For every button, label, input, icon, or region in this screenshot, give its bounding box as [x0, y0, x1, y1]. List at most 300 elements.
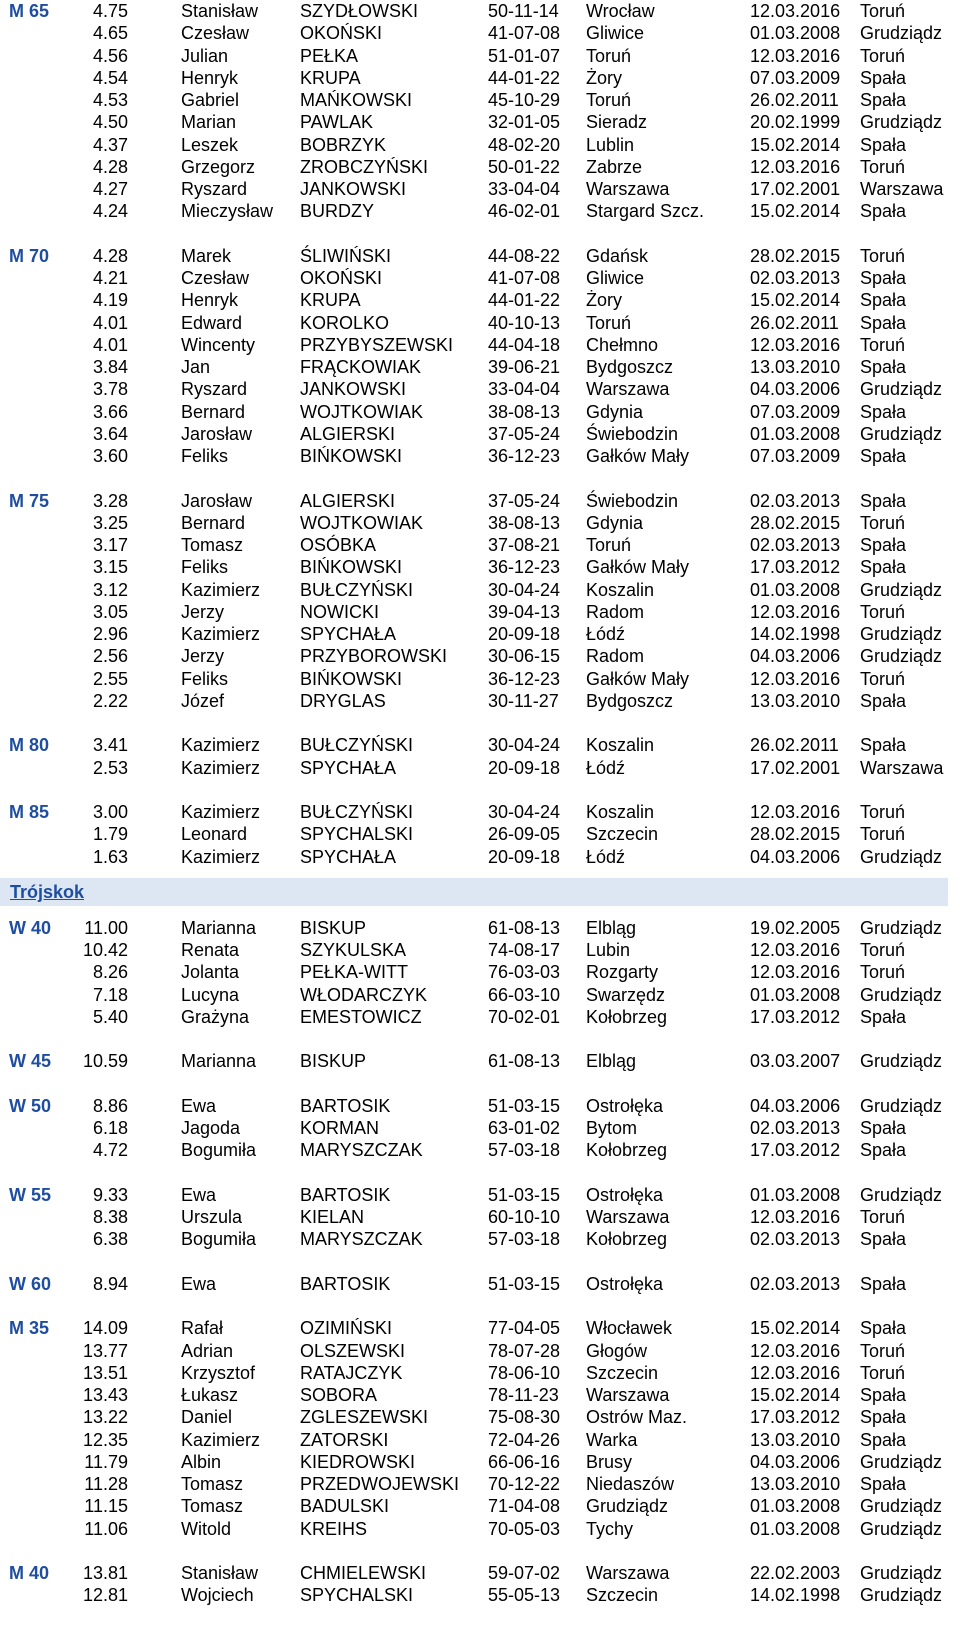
city: Kołobrzeg — [586, 1229, 668, 1250]
result: 4.37 — [92, 134, 128, 155]
last-name: PAWLAK — [300, 112, 374, 133]
last-name: OLSZEWSKI — [300, 1340, 406, 1361]
first-name: Julian — [181, 45, 229, 66]
city: Warszawa — [586, 179, 670, 199]
record-row — [0, 623, 960, 645]
category-label: M 40 — [9, 1563, 50, 1583]
first-name: Marek — [181, 245, 232, 266]
record-row — [0, 312, 960, 334]
group-spacer — [0, 1540, 960, 1562]
city: Gliwice — [586, 268, 645, 288]
first-name: Renata — [181, 940, 240, 960]
last-name: SPYCHALSKI — [300, 1585, 414, 1606]
result: 13.22 — [82, 1407, 128, 1428]
date: 14.02.1998 — [750, 624, 841, 644]
venue: Spała — [860, 201, 907, 222]
city: Koszalin — [586, 579, 655, 600]
record-row — [0, 1518, 960, 1540]
record-row — [0, 1095, 960, 1117]
result: 8.38 — [92, 1207, 128, 1227]
venue: Spała — [860, 312, 907, 333]
result: 11.06 — [84, 1518, 128, 1539]
result: 3.05 — [92, 601, 128, 622]
birth-date: 70-02-01 — [488, 1006, 561, 1027]
category-group — [0, 1273, 960, 1295]
birth-date: 70-05-03 — [488, 1518, 561, 1539]
first-name: Ryszard — [181, 379, 248, 400]
last-name: BARTOSIK — [300, 1095, 391, 1116]
venue: Toruń — [860, 156, 906, 177]
venue: Spała — [860, 1118, 907, 1138]
result: 10.42 — [82, 940, 128, 960]
result: 4.24 — [92, 201, 128, 222]
date: 17.03.2012 — [750, 1140, 841, 1161]
last-name: BUŁCZYŃSKI — [300, 579, 414, 600]
venue: Spała — [860, 490, 907, 511]
first-name: Witold — [181, 1518, 232, 1539]
city: Łódź — [586, 757, 626, 778]
date: 12.03.2016 — [750, 668, 841, 689]
result: 3.00 — [92, 802, 128, 822]
last-name: BIŃKOWSKI — [300, 557, 403, 578]
result: 3.15 — [92, 557, 128, 578]
city: Grudziądz — [586, 1496, 669, 1517]
last-name: PEŁKA — [300, 45, 359, 66]
city: Kołobrzeg — [586, 1006, 668, 1027]
record-row — [0, 1340, 960, 1362]
last-name: DRYGLAS — [300, 690, 386, 711]
record-row — [0, 490, 960, 512]
record-row — [0, 668, 960, 690]
record-row — [0, 1362, 960, 1384]
last-name: MARYSZCZAK — [300, 1229, 423, 1250]
last-name: BISKUP — [300, 1051, 367, 1072]
category-group — [0, 0, 960, 223]
category-label: W 60 — [9, 1273, 52, 1294]
birth-date: 39-06-21 — [488, 357, 561, 377]
city: Stargard Szcz. — [586, 201, 705, 222]
result: 4.28 — [92, 156, 128, 177]
date: 01.03.2008 — [750, 579, 841, 600]
record-row — [0, 178, 960, 200]
last-name: SPYCHAŁA — [300, 624, 397, 644]
city: Koszalin — [586, 735, 655, 756]
city: Bytom — [586, 1118, 638, 1138]
venue: Grudziądz — [860, 646, 943, 667]
venue: Spała — [860, 1429, 907, 1450]
birth-date: 30-04-24 — [488, 802, 561, 822]
last-name: KIEDROWSKI — [300, 1451, 416, 1472]
category-group — [0, 490, 960, 713]
first-name: Rafał — [181, 1318, 224, 1339]
birth-date: 70-12-22 — [488, 1474, 561, 1494]
record-row — [0, 579, 960, 601]
city: Radom — [586, 601, 645, 622]
last-name: BISKUP — [300, 917, 367, 938]
city: Rozgarty — [586, 962, 659, 983]
first-name: Kazimierz — [181, 624, 261, 644]
birth-date: 41-07-08 — [488, 268, 561, 288]
first-name: Tomasz — [181, 535, 244, 555]
birth-date: 30-04-24 — [488, 735, 561, 756]
venue: Toruń — [860, 245, 906, 266]
first-name: Łukasz — [181, 1385, 239, 1405]
venue: Grudziądz — [860, 1095, 943, 1116]
city: Świebodzin — [586, 490, 679, 511]
venue: Grudziądz — [860, 846, 943, 867]
birth-date: 77-04-05 — [488, 1318, 561, 1339]
result: 11.28 — [84, 1474, 128, 1494]
birth-date: 20-09-18 — [488, 624, 561, 644]
result: 3.17 — [92, 535, 128, 555]
city: Świebodzin — [586, 423, 679, 444]
date: 01.03.2008 — [750, 1184, 841, 1205]
city: Gałków Mały — [586, 668, 690, 689]
city: Radom — [586, 646, 645, 667]
result: 11.79 — [84, 1451, 128, 1472]
city: Ostrów Maz. — [586, 1407, 688, 1428]
record-row — [0, 245, 960, 267]
venue: Grudziądz — [860, 423, 943, 444]
venue: Spała — [860, 67, 907, 88]
record-row — [0, 1473, 960, 1495]
record-row — [0, 445, 960, 467]
result: 9.33 — [92, 1184, 128, 1205]
first-name: Bogumiła — [181, 1140, 257, 1161]
date: 12.03.2016 — [750, 1207, 841, 1227]
venue: Toruń — [860, 45, 906, 66]
birth-date: 75-08-30 — [488, 1407, 561, 1428]
birth-date: 30-11-27 — [488, 690, 559, 711]
result: 3.12 — [92, 579, 128, 600]
category-group — [0, 1050, 960, 1072]
venue: Toruń — [860, 1340, 906, 1361]
city: Bydgoszcz — [586, 690, 674, 711]
result: 10.59 — [82, 1051, 128, 1072]
record-row — [0, 512, 960, 534]
birth-date: 61-08-13 — [488, 917, 561, 938]
last-name: WOJTKOWIAK — [300, 401, 423, 422]
first-name: Kazimierz — [181, 1429, 261, 1450]
record-row — [0, 1495, 960, 1517]
record-row — [0, 1406, 960, 1428]
result: 3.66 — [92, 401, 128, 422]
record-row — [0, 334, 960, 356]
last-name: BARTOSIK — [300, 1184, 391, 1205]
result: 2.56 — [92, 646, 128, 667]
record-row — [0, 423, 960, 445]
date: 15.02.2014 — [750, 1318, 841, 1339]
date: 12.03.2016 — [750, 334, 841, 355]
birth-date: 38-08-13 — [488, 512, 561, 533]
last-name: NOWICKI — [300, 601, 379, 622]
venue: Spała — [860, 90, 907, 110]
last-name: OSÓBKA — [300, 535, 377, 555]
city: Warszawa — [586, 1207, 670, 1227]
birth-date: 30-04-24 — [488, 579, 561, 600]
category-label: M 70 — [9, 245, 50, 266]
record-row — [0, 289, 960, 311]
date: 01.03.2008 — [750, 423, 841, 444]
record-row — [0, 1117, 960, 1139]
records-part-2 — [0, 906, 960, 1607]
result: 4.56 — [92, 45, 128, 66]
last-name: KOROLKO — [300, 312, 390, 333]
record-row — [0, 1429, 960, 1451]
birth-date: 66-03-10 — [488, 984, 561, 1005]
category-group — [0, 1317, 960, 1540]
last-name: WŁODARCZYK — [300, 984, 428, 1005]
record-row — [0, 1273, 960, 1295]
result: 13.51 — [82, 1362, 128, 1383]
record-row — [0, 67, 960, 89]
first-name: Grażyna — [181, 1006, 250, 1027]
category-label: M 75 — [9, 490, 50, 511]
city: Lublin — [586, 134, 635, 155]
date: 04.03.2006 — [750, 646, 841, 667]
first-name: Tomasz — [181, 1474, 244, 1494]
birth-date: 71-04-08 — [488, 1496, 561, 1517]
date: 12.03.2016 — [750, 1362, 841, 1383]
record-row — [0, 823, 960, 845]
date: 13.03.2010 — [750, 1474, 841, 1494]
venue: Grudziądz — [860, 112, 943, 133]
birth-date: 59-07-02 — [488, 1563, 561, 1583]
venue: Spała — [860, 1140, 907, 1161]
date: 12.03.2016 — [750, 1340, 841, 1361]
city: Gdynia — [586, 401, 644, 422]
last-name: KIELAN — [300, 1207, 365, 1227]
result: 4.75 — [92, 1, 128, 21]
date: 17.02.2001 — [750, 757, 841, 778]
city: Wrocław — [586, 1, 655, 21]
first-name: Urszula — [181, 1207, 243, 1227]
record-row — [0, 1451, 960, 1473]
birth-date: 44-04-18 — [488, 334, 561, 355]
city: Włocławek — [586, 1318, 673, 1339]
category-group — [0, 1184, 960, 1251]
last-name: SOBORA — [300, 1385, 378, 1405]
last-name: BARTOSIK — [300, 1273, 391, 1294]
date: 07.03.2009 — [750, 446, 841, 466]
result: 6.18 — [92, 1118, 128, 1138]
record-row — [0, 111, 960, 133]
result: 4.65 — [92, 23, 128, 44]
last-name: MAŃKOWSKI — [300, 90, 413, 110]
venue: Toruń — [860, 1207, 906, 1227]
birth-date: 51-03-15 — [488, 1273, 561, 1294]
last-name: BUŁCZYŃSKI — [300, 735, 414, 756]
last-name: OZIMIŃSKI — [300, 1318, 393, 1339]
venue: Grudziądz — [860, 379, 943, 400]
venue: Grudziądz — [860, 1563, 943, 1583]
date: 12.03.2016 — [750, 962, 841, 983]
city: Gliwice — [586, 23, 645, 44]
city: Głogów — [586, 1340, 648, 1361]
birth-date: 76-03-03 — [488, 962, 561, 983]
birth-date: 51-01-07 — [488, 45, 561, 66]
venue: Warszawa — [860, 179, 944, 199]
result: 4.19 — [92, 290, 128, 311]
birth-date: 20-09-18 — [488, 757, 561, 778]
city: Lubin — [586, 940, 631, 960]
city: Żory — [586, 290, 622, 311]
city: Szczecin — [586, 1362, 659, 1383]
last-name: SPYCHAŁA — [300, 846, 397, 867]
birth-date: 50-11-14 — [488, 1, 559, 21]
city: Łódź — [586, 846, 626, 867]
venue: Grudziądz — [860, 624, 943, 644]
record-row — [0, 734, 960, 756]
city: Koszalin — [586, 802, 655, 822]
record-row — [0, 846, 960, 868]
record-row — [0, 757, 960, 779]
date: 01.03.2008 — [750, 1518, 841, 1539]
venue: Spała — [860, 401, 907, 422]
birth-date: 32-01-05 — [488, 112, 561, 133]
venue: Warszawa — [860, 757, 944, 778]
venue: Grudziądz — [860, 1518, 943, 1539]
venue: Toruń — [860, 601, 906, 622]
city: Warszawa — [586, 1563, 670, 1583]
city: Ostrołęka — [586, 1095, 664, 1116]
record-row — [0, 601, 960, 623]
result: 3.41 — [92, 735, 128, 756]
date: 04.03.2006 — [750, 379, 841, 400]
record-row — [0, 45, 960, 67]
city: Gdynia — [586, 512, 644, 533]
first-name: Feliks — [181, 557, 229, 578]
first-name: Tomasz — [181, 1496, 244, 1517]
first-name: Bernard — [181, 512, 246, 533]
date: 12.03.2016 — [750, 1, 841, 21]
city: Toruń — [586, 90, 632, 110]
record-row — [0, 89, 960, 111]
last-name: PEŁKA-WITT — [300, 962, 409, 983]
last-name: BADULSKI — [300, 1496, 390, 1517]
first-name: Kazimierz — [181, 846, 261, 867]
record-row — [0, 690, 960, 712]
birth-date: 45-10-29 — [488, 90, 561, 110]
first-name: Czesław — [181, 268, 250, 288]
record-row — [0, 961, 960, 983]
last-name: FRĄCKOWIAK — [300, 357, 422, 377]
first-name: Bogumiła — [181, 1229, 257, 1250]
date: 12.03.2016 — [750, 156, 841, 177]
record-row — [0, 356, 960, 378]
last-name: KORMAN — [300, 1118, 380, 1138]
first-name: Feliks — [181, 446, 229, 466]
birth-date: 39-04-13 — [488, 601, 561, 622]
birth-date: 37-05-24 — [488, 423, 561, 444]
date: 04.03.2006 — [750, 1451, 841, 1472]
date: 13.03.2010 — [750, 690, 841, 711]
last-name: KRUPA — [300, 67, 361, 88]
last-name: CHMIELEWSKI — [300, 1563, 427, 1583]
birth-date: 55-05-13 — [488, 1585, 561, 1606]
first-name: Leszek — [181, 134, 239, 155]
result: 4.72 — [92, 1140, 128, 1161]
section-spacer — [0, 906, 960, 917]
record-row — [0, 1139, 960, 1161]
record-row — [0, 1228, 960, 1250]
birth-date: 36-12-23 — [488, 557, 561, 578]
result: 8.94 — [92, 1273, 128, 1294]
result: 2.55 — [92, 668, 128, 689]
venue: Spała — [860, 446, 907, 466]
record-row — [0, 200, 960, 222]
last-name: JANKOWSKI — [300, 379, 407, 400]
birth-date: 46-02-01 — [488, 201, 561, 222]
last-name: KREIHS — [300, 1518, 368, 1539]
category-label: M 65 — [9, 1, 50, 21]
city: Brusy — [586, 1451, 633, 1472]
category-group — [0, 801, 960, 868]
last-name: SPYCHAŁA — [300, 757, 397, 778]
venue: Grudziądz — [860, 1585, 943, 1606]
last-name: ZROBCZYŃSKI — [300, 156, 429, 177]
result: 4.54 — [92, 67, 128, 88]
birth-date: 37-08-21 — [488, 535, 561, 555]
section-header-triple-jump — [0, 878, 948, 906]
record-row — [0, 1317, 960, 1339]
result: 4.50 — [92, 112, 128, 133]
city: Łódź — [586, 624, 626, 644]
result: 4.27 — [92, 179, 128, 199]
birth-date: 38-08-13 — [488, 401, 561, 422]
first-name: Ewa — [181, 1184, 217, 1205]
result: 1.79 — [92, 824, 128, 845]
birth-date: 50-01-22 — [488, 156, 561, 177]
venue: Spała — [860, 1273, 907, 1294]
last-name: BURDZY — [300, 201, 375, 222]
group-spacer — [0, 1295, 960, 1317]
city: Toruń — [586, 45, 632, 66]
birth-date: 78-11-23 — [488, 1385, 559, 1405]
city: Elbląg — [586, 1051, 637, 1072]
category-label: M 85 — [9, 802, 50, 822]
date: 02.03.2013 — [750, 1229, 841, 1250]
record-row — [0, 534, 960, 556]
first-name: Mieczysław — [181, 201, 274, 222]
date: 17.03.2012 — [750, 557, 841, 578]
birth-date: 78-06-10 — [488, 1362, 561, 1383]
last-name: PRZYBYSZEWSKI — [300, 334, 454, 355]
date: 15.02.2014 — [750, 290, 841, 311]
date: 15.02.2014 — [750, 134, 841, 155]
first-name: Kazimierz — [181, 757, 261, 778]
city: Warszawa — [586, 379, 670, 400]
birth-date: 74-08-17 — [488, 940, 561, 960]
first-name: Edward — [181, 312, 243, 333]
result: 3.84 — [92, 357, 128, 377]
record-row — [0, 401, 960, 423]
first-name: Jarosław — [181, 490, 253, 511]
venue: Grudziądz — [860, 1496, 943, 1517]
result: 11.15 — [84, 1496, 128, 1517]
venue: Toruń — [860, 668, 906, 689]
date: 12.03.2016 — [750, 802, 841, 822]
venue: Grudziądz — [860, 917, 943, 938]
category-label: W 40 — [9, 917, 52, 938]
date: 22.02.2003 — [750, 1563, 841, 1583]
birth-date: 63-01-02 — [488, 1118, 561, 1138]
category-label: M 80 — [9, 735, 50, 756]
result: 12.35 — [82, 1429, 128, 1450]
first-name: Ewa — [181, 1095, 217, 1116]
section-spacer — [0, 868, 960, 878]
city: Warka — [586, 1429, 638, 1450]
